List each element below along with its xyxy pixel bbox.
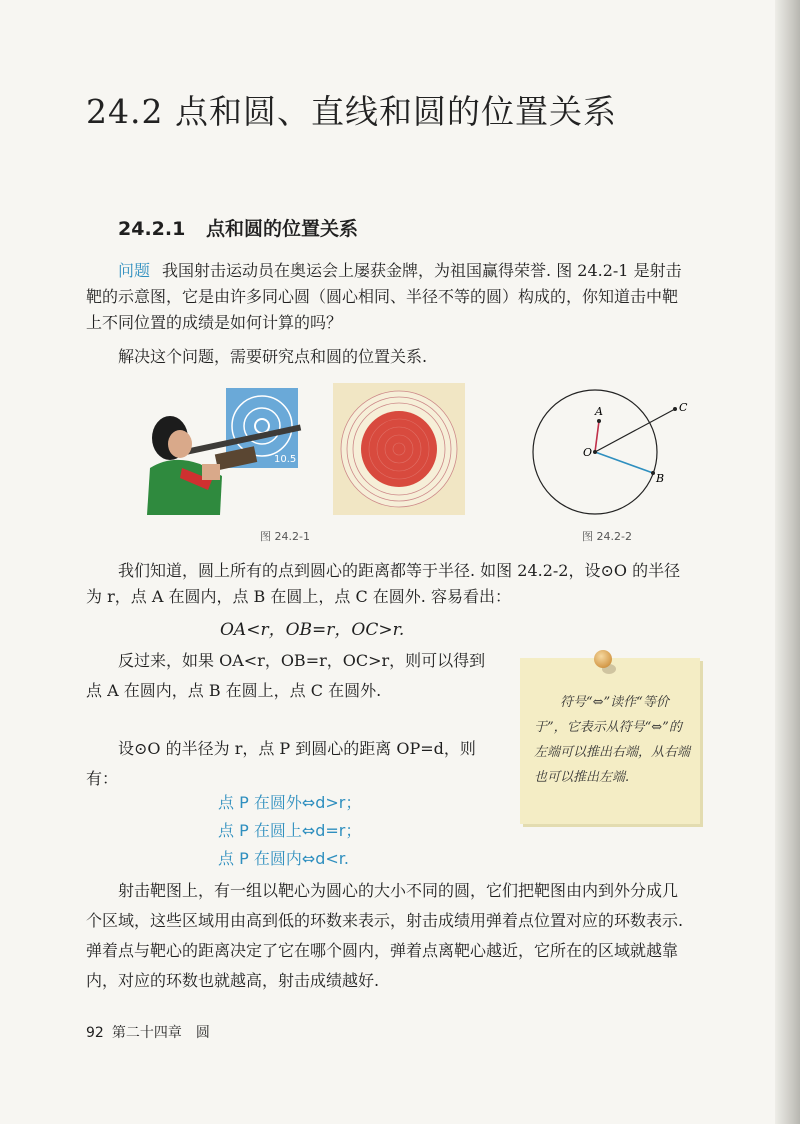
point-B [651, 471, 655, 475]
figure1-caption: 图 24.2-1 [260, 530, 310, 543]
know-paragraph: 我们知道，圆上所有的点到圆心的距离都等于半径. 如图 24.2-2，设⊙O 的半径为 r，点 A 在圆内，点 B 在圆上，点 C 在圆外. 容易看出： [86, 561, 681, 606]
segment-OA [595, 421, 599, 452]
label-C: C [679, 401, 688, 414]
shooter-photo [142, 380, 312, 515]
page-gutter [775, 0, 800, 1124]
section-heading [118, 214, 358, 241]
label-B: B [656, 472, 665, 485]
reverse-paragraph: 反过来，如果 OA<r，OB=r，OC>r，则可以得到点 A 在圆内，点 B 在圆上，点 C 在圆外. [86, 651, 486, 700]
segment-OB [595, 452, 653, 473]
rule-outside: 点 P 在圆外⇔d>r； [218, 793, 362, 812]
segment-OC [595, 409, 675, 452]
rule-inside: 点 P 在圆内⇔d<r. [218, 849, 349, 868]
label-O: O [583, 446, 593, 459]
point-C [673, 407, 677, 411]
rule-on-circle: 点 P 在圆上⇔d=r； [218, 821, 362, 840]
section-title: 点和圆的位置关系 [205, 218, 358, 240]
section-number: 24.2.1 [118, 218, 186, 240]
point-O [593, 450, 597, 454]
problem-label: 问题 [118, 261, 151, 280]
problem-text: 我国射击运动员在奥运会上屡获金牌，为祖国赢得荣誉. 图 24.2-1 是射击靶的示意图，它是由许多同心圆（圆心相同、半径不等的圆）构成的，你知道击中靶上不同位置的成绩是如何计算的吗？ [86, 261, 682, 332]
chapter-label: 第二十四章 圆 [111, 1025, 210, 1041]
point-A [597, 419, 601, 423]
score-label: 10.5 [274, 454, 297, 465]
target-image [333, 383, 465, 515]
radius-paragraph: 设⊙O 的半径为 r，点 P 到圆心的距离 OP=d，则有： [86, 739, 476, 788]
page-number: 92 [86, 1025, 104, 1041]
solve-paragraph: 解决这个问题，需要研究点和圆的位置关系. [118, 347, 428, 366]
circle-diagram [525, 385, 705, 521]
problem-paragraph [86, 258, 686, 336]
chapter-title: 24.2 点和圆、直线和圆的位置关系 [86, 92, 617, 131]
target-paragraph: 射击靶图上，有一组以靶心为圆心的大小不同的圆，它们把靶图由内到外分成几个区域，这些区域用由高到低的环数来表示，射击成绩用弹着点位置对应的环数表示. 弹着点与靶心的距离决定了它在哪个圆内，弹着点离靶心越近，它所在的区域就越靠内，对应的环数也就越高，射击成绩越好. [86, 881, 684, 990]
inequality-line: OA<r，OB=r，OC>r. [220, 620, 405, 640]
figure2-caption: 图 24.2-2 [582, 530, 632, 543]
page-footer [86, 1022, 210, 1042]
note-text: 符号“⇔”读作“等价于”，它表示从符号“⇔”的左端可以推出右端，从右端也可以推出左端. [534, 695, 691, 785]
label-A: A [595, 405, 603, 418]
pushpin-icon [594, 650, 612, 668]
